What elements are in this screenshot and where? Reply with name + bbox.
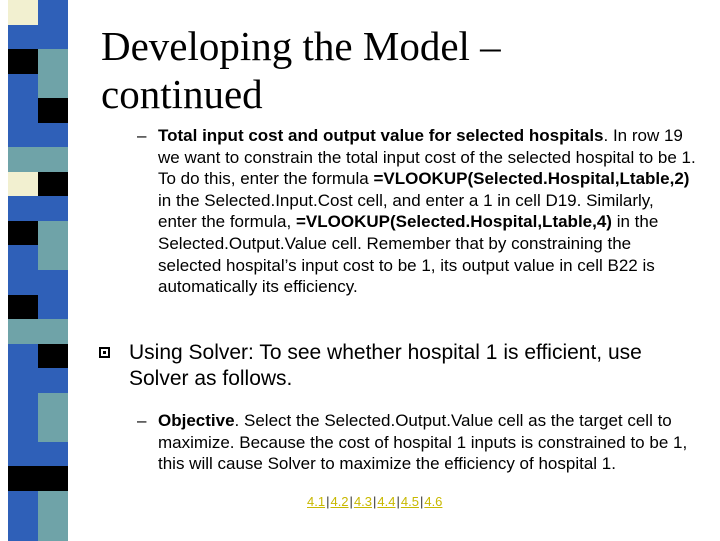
stripe-block <box>8 221 38 247</box>
stripe-block <box>8 49 38 75</box>
link-separator: | <box>396 494 400 509</box>
sub-bullet-text <box>158 410 697 475</box>
stripe-block <box>38 491 68 517</box>
stripe-block <box>38 319 68 345</box>
stripe-block <box>38 466 68 492</box>
stripe-block <box>38 147 68 173</box>
link-4-4[interactable]: 4.4 <box>377 494 396 509</box>
stripe-block <box>8 491 38 517</box>
stripe-block <box>38 123 68 149</box>
stripe-block <box>8 270 38 296</box>
text-part: in the Selected.Output.Value cell. Remember that by constraining the selected hospital’s input cost to be 1, its output value in cell B22 is automatically its efficiency. <box>158 212 659 297</box>
link-4-2[interactable]: 4.2 <box>330 494 349 509</box>
stripe-block <box>38 245 68 271</box>
stripe-block <box>8 196 38 222</box>
formula-2: =VLOOKUP(Selected.Hospital,Ltable,4) <box>295 212 612 232</box>
lead-bold: Objective <box>158 411 235 430</box>
sub-bullet-objective <box>137 410 697 475</box>
stripe-block <box>38 172 68 198</box>
stripe-block <box>8 295 38 321</box>
stripe-block <box>38 270 68 296</box>
link-4-5[interactable]: 4.5 <box>400 494 419 509</box>
lead-bold: Total input cost and output value for selected hospitals <box>158 126 604 145</box>
text-part: . In row 19 we want to constrain the total input cost of the selected hospital to be 1. To do this, enter the formula <box>158 126 696 189</box>
slide-nav-links <box>307 494 442 509</box>
stripe-block <box>8 123 38 149</box>
stripe-block <box>8 147 38 173</box>
bullet-text: Using Solver: To see whether hospital 1 is efficient, use Solver as follows. <box>129 341 642 390</box>
stripe-block <box>8 172 38 198</box>
stripe-block <box>38 393 68 419</box>
stripe-block <box>38 295 68 321</box>
stripe-block <box>38 368 68 394</box>
stripe-block <box>38 344 68 370</box>
stripe-block <box>38 221 68 247</box>
stripe-block <box>8 98 38 124</box>
stripe-block <box>8 245 38 271</box>
link-separator: | <box>349 494 353 509</box>
stripe-block <box>8 74 38 100</box>
sub-bullet-total-input-cost <box>137 125 697 298</box>
square-bullet-icon <box>99 347 110 358</box>
link-4-3[interactable]: 4.3 <box>353 494 373 509</box>
link-4-6[interactable]: 4.6 <box>424 494 443 509</box>
stripe-block <box>38 515 68 541</box>
stripe-block <box>8 417 38 443</box>
stripe-block <box>38 74 68 100</box>
stripe-block <box>8 466 38 492</box>
stripe-block <box>8 25 38 51</box>
sub-bullet-text <box>158 125 697 298</box>
stripe-block <box>38 196 68 222</box>
formula-1: =VLOOKUP(Selected.Hospital,Ltable,2) <box>373 169 690 189</box>
stripe-block <box>38 25 68 51</box>
stripe-block <box>8 344 38 370</box>
decorative-stripe <box>0 0 72 540</box>
link-separator: | <box>326 494 330 509</box>
link-separator: | <box>419 494 424 509</box>
link-separator: | <box>373 494 377 509</box>
text-part: in the Selected.Input.Cost cell, and enter a 1 in cell D19. Similarly, enter the formula, <box>158 190 654 232</box>
stripe-block <box>38 0 68 26</box>
stripe-block <box>8 368 38 394</box>
stripe-block <box>8 0 38 26</box>
stripe-block <box>38 49 68 75</box>
dash-marker: – <box>137 411 147 430</box>
link-4-1[interactable]: 4.1 <box>307 494 326 509</box>
stripe-block <box>38 98 68 124</box>
stripe-block <box>8 442 38 468</box>
stripe-block <box>8 319 38 345</box>
stripe-block <box>38 442 68 468</box>
stripe-block <box>38 417 68 443</box>
stripe-block <box>8 515 38 541</box>
slide-title: Developing the Model – continued <box>101 23 501 117</box>
stripe-block <box>8 393 38 419</box>
dash-marker: – <box>137 126 147 145</box>
text-part: . Select the Selected.Output.Value cell as the target cell to maximize. Because the cost of hospital 1 inputs is constrained to be 1, this will cause Solver to maximize the efficiency of hospital 1. <box>158 411 688 474</box>
bullet-using-solver <box>99 340 689 392</box>
